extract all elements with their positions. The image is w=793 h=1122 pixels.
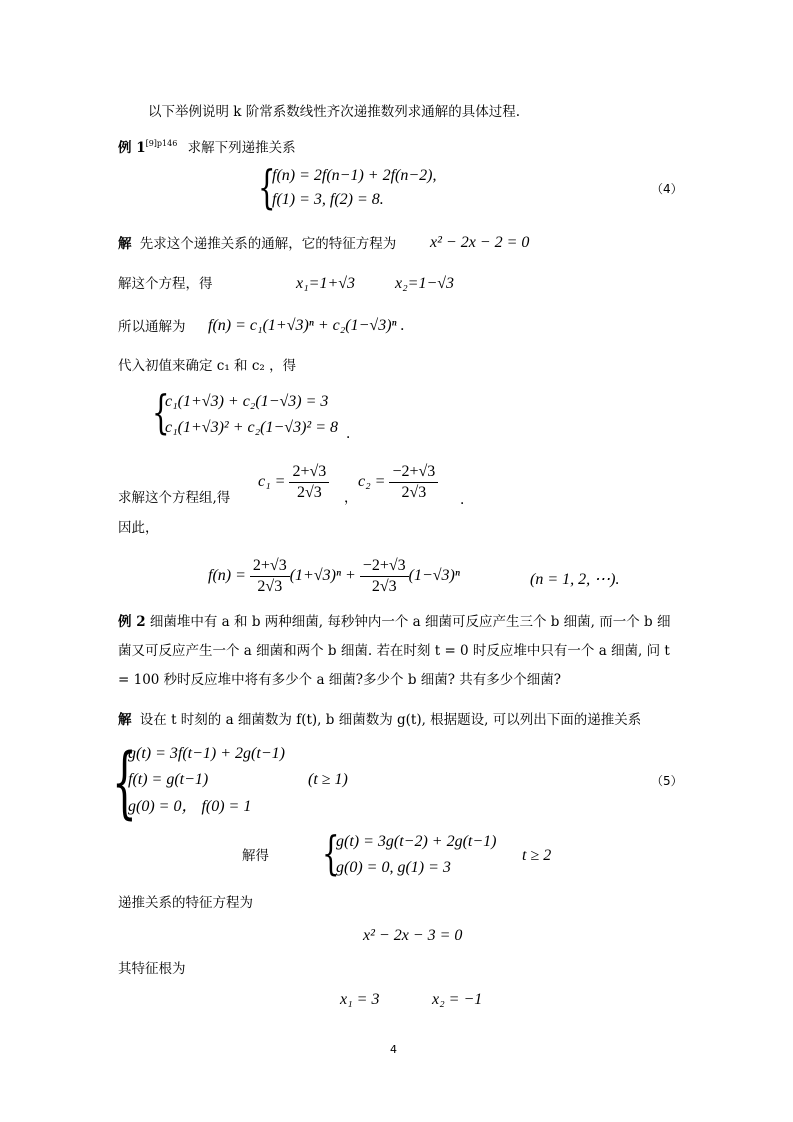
c1-denominator: 2√3	[296, 484, 322, 501]
system-brace: {	[258, 160, 276, 214]
c2-numerator: −2+√3	[389, 462, 438, 483]
intro-text: 以下举例说明 k 阶常系数线性齐次递推数列求通解的具体过程.	[148, 104, 521, 120]
solution-2-text: 设在 t 时刻的 a 细菌数为 f(t), b 细菌数为 g(t), 根据题设, 可以列出下面的递推关系	[139, 712, 642, 728]
example-2-text: 细菌堆中有 a 和 b 两种细菌, 每秒钟内一个 a 细菌可反应产生三个 b 细菌, 而一个 b 细菌又可反应产生一个 a 细菌和两个 b 细菌. 若在时刻 t = 0 时反应堆中只有一个 a 细菌, 问 t = 100 秒时反应堆中将有多少个 a 细菌?多少个 b 细菌? 共有多少个细菌?	[118, 614, 671, 688]
initial-equation-1: c₁(1+√3) + c₂(1−√3) = 3	[165, 393, 329, 410]
characteristic-text: 递推关系的特征方程为	[118, 895, 253, 911]
equation-number-5: （5）	[651, 774, 683, 788]
initial-equation-2: c₁(1+√3)² + c₂(1−√3)² = 8	[165, 419, 338, 436]
final-lhs: f(n) =	[208, 567, 246, 585]
equation-number-4: （4）	[651, 182, 683, 196]
final-fraction-2-numerator: −2+√3	[360, 556, 409, 577]
characteristic-equation-2: x² − 2x − 3 = 0	[363, 927, 463, 944]
c-comma: ，	[344, 490, 358, 506]
initial-system-period: .	[346, 426, 351, 442]
c2-solution	[358, 462, 438, 503]
root-1: x₁=1+√3	[296, 275, 356, 292]
root-3: x₁ = 3	[340, 991, 380, 1008]
example-1-label: 例 1	[118, 140, 146, 156]
solve-system-text: 求解这个方程组,得	[118, 490, 231, 506]
result-line-2: g(0) = 0, g(1) = 3	[336, 859, 451, 876]
c2-denominator: 2√3	[401, 484, 427, 501]
initial-system-brace: {	[152, 385, 170, 439]
final-fraction-1-denominator: 2√3	[257, 578, 283, 595]
system-5-line-3: g(0) = 0， f(0) = 1	[128, 798, 252, 815]
therefore-text: 因此，	[118, 520, 159, 536]
result-condition: t ≥ 2	[522, 847, 552, 864]
root-2: x₂=1−√3	[395, 275, 455, 292]
initial-values-text: 代入初值来确定 c₁ 和 c₂ ，得	[118, 358, 297, 374]
example-2-label: 例 2	[118, 614, 146, 630]
c1-numerator: 2+√3	[289, 462, 329, 483]
example-1-citation: [9]p146	[145, 139, 178, 148]
recurrence-line-2: f(1) = 3, f(2) = 8.	[272, 191, 384, 208]
final-term-2: (1−√3)ⁿ	[408, 567, 460, 585]
system-5-condition: (t ≥ 1)	[308, 771, 348, 788]
solution-1-line	[118, 234, 396, 254]
solution-2-line	[118, 710, 641, 730]
roots-text: 其特征根为	[118, 961, 186, 977]
result-line-1: g(t) = 3g(t−2) + 2g(t−1)	[336, 833, 497, 850]
solution-2-label: 解	[118, 712, 132, 728]
solve-label: 解得	[242, 848, 269, 864]
final-fraction-1-numerator: 2+√3	[250, 556, 290, 577]
characteristic-equation: x² − 2x − 2 = 0	[430, 234, 530, 251]
c1-label: c₁ =	[258, 473, 286, 491]
example-1-title: 求解下列递推关系	[187, 140, 296, 156]
example-1-heading	[118, 134, 296, 158]
system-5-line-2: f(t) = g(t−1)	[128, 771, 209, 788]
result-system-brace: {	[322, 826, 340, 880]
page-number: 4	[390, 1043, 397, 1056]
solve-text: 解这个方程，得	[118, 276, 213, 292]
final-solution-formula	[208, 556, 460, 597]
c1-solution	[258, 462, 329, 503]
system-5-line-1: g(t) = 3f(t−1) + 2g(t−1)	[128, 745, 285, 762]
final-domain: (n = 1, 2, ⋯).	[530, 571, 620, 588]
general-solution-formula: f(n) = c₁(1+√3)ⁿ + c₂(1−√3)ⁿ .	[208, 317, 405, 334]
solution-text: 先求这个递推关系的通解，它的特征方程为	[139, 236, 397, 252]
solution-label: 解	[118, 236, 132, 252]
c2-label: c₂ =	[358, 473, 386, 491]
recurrence-line-1: f(n) = 2f(n−1) + 2f(n−2),	[272, 167, 437, 184]
example-2-problem	[118, 608, 678, 695]
root-minus-1: x₂ = −1	[432, 991, 483, 1008]
c-period: .	[460, 492, 465, 508]
final-fraction-2-denominator: 2√3	[371, 578, 397, 595]
final-term-1: (1+√3)ⁿ +	[289, 567, 356, 585]
system-5-brace: {	[112, 738, 137, 828]
general-solution-text: 所以通解为	[118, 319, 186, 335]
